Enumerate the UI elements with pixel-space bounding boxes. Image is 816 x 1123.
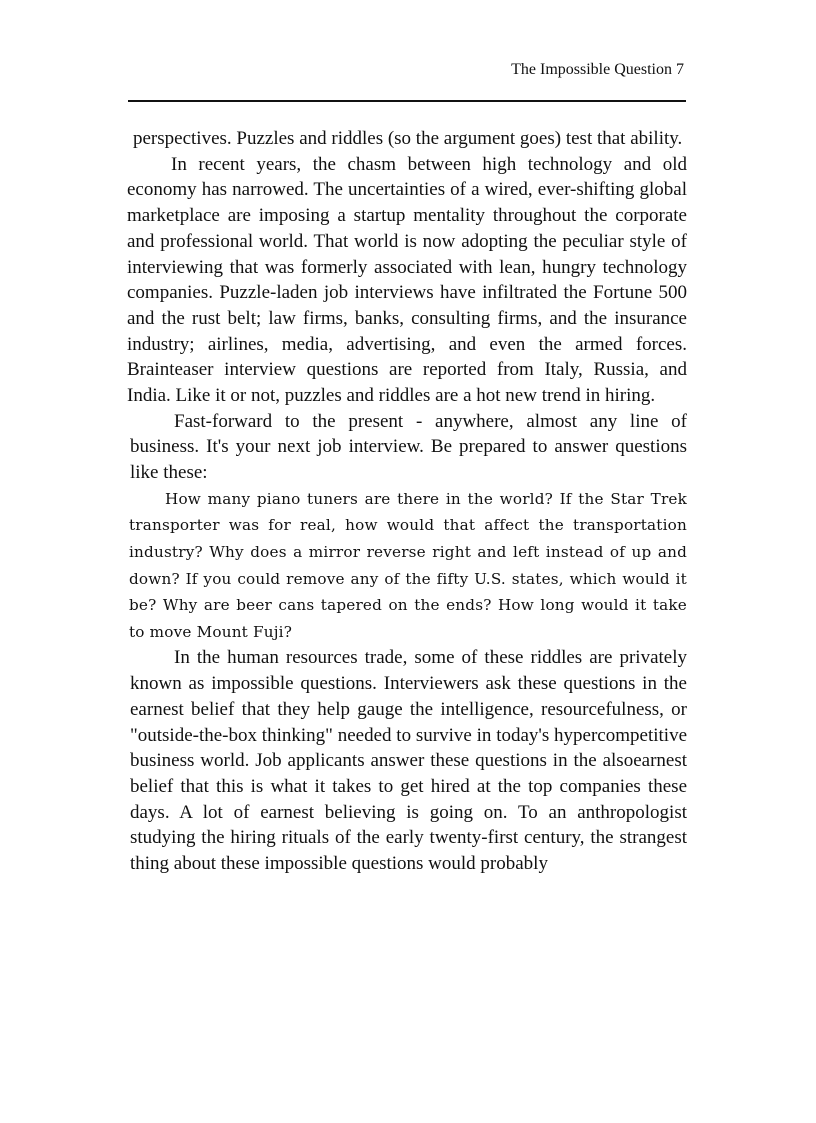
paragraph-continuation: perspectives. Puzzles and riddles (so the argument goes) test that ability. [133, 128, 683, 149]
body-text [127, 126, 687, 877]
paragraph-old-economy: In recent years, the chasm between high technology and old economy has narrowed. The uncertainties of a wired, ever-shifting global marketplace are imposing a startup mentality throughout the corporate and professional world. That world is now adopting the peculiar style of interviewing that was formerly associated with lean, hungry technology companies. Puzzle-laden job interviews have infiltrated the Fortune 500 and the rust belt; law firms, banks, consulting firms, and the insurance industry; airlines, media, advertising, and even the armed forces. Brainteaser interview questions are reported from Italy, Russia, and India. Like it or not, puzzles and riddles are a hot new trend in hiring. [127, 153, 687, 407]
example-questions-block: How many piano tuners are there in the world? If the Star Trek transporter was for real, how would that affect the transportation industry? Why does a mirror reverse right and left instead of up and down? If you could remove any of the fifty U.S. states, which would it be? Why are beer cans tapered on the ends? How long would it take to move Mount Fuji? [129, 489, 687, 641]
header-rule [128, 100, 686, 102]
paragraph-fast-forward: Fast-forward to the present - anywhere, almost any line of business. It's your next job interview. Be prepared to answer questions like these: [130, 410, 687, 484]
running-header: The Impossible Question 7 [511, 61, 684, 78]
paragraph-impossible-questions: In the human resources trade, some of these riddles are privately known as impossible questions. Interviewers ask these questions in the earnest belief that they help gauge the intelligence, resourcefulness, or "outside-the-box thinking" needed to survive in today's hypercompetitive business world. Job applicants answer these questions in the alsoearnest belief that this is what it takes to get hired at the top companies these days. A lot of earnest believing is going on. To an anthropologist studying the hiring rituals of the early twenty-first century, the strangest thing about these impossible questions would probably [130, 647, 687, 875]
